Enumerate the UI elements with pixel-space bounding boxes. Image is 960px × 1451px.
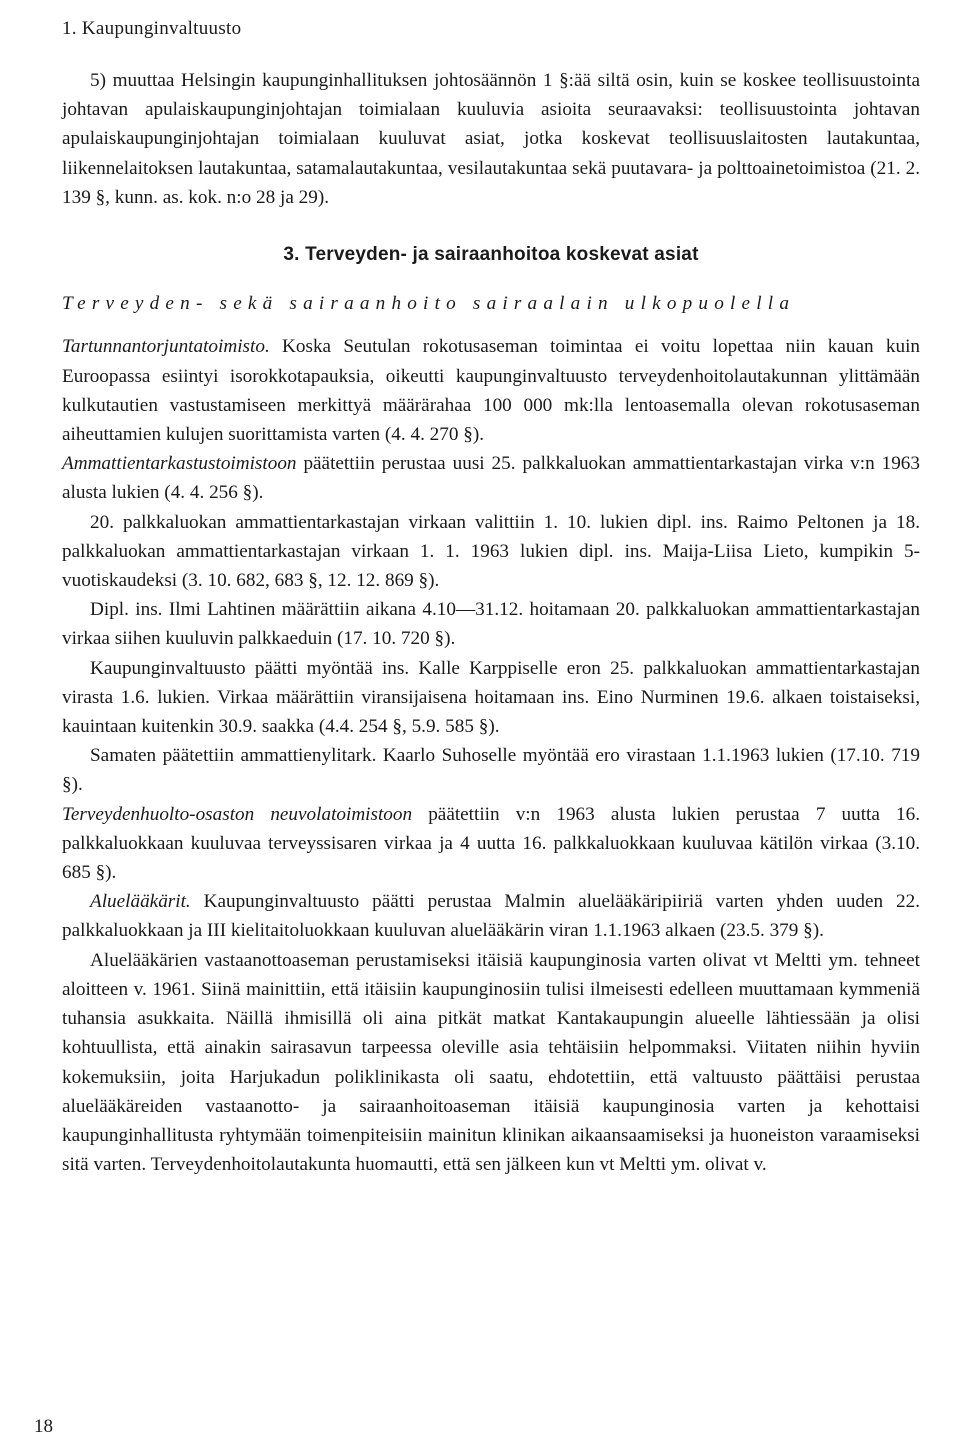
paragraph-8	[62, 887, 920, 945]
paragraph-text: päätettiin perustaa uusi 25. palkkaluokan ammattientarkastajan virka v:n 1963 alusta lukien (4. 4. 256 §).	[62, 453, 920, 504]
paragraph-lead: Terveydenhuolto-osaston neuvolatoimistoon	[62, 803, 413, 825]
paragraph-7	[62, 800, 920, 888]
paragraph-text: Dipl. ins. Ilmi Lahtinen määrättiin aikana 4.10—31.12. hoitamaan 20. palkkaluokan ammattientarkastajan virkaa siihen kuuluvin palkkaeduin (17. 10. 720 §).	[62, 599, 920, 650]
paragraph-text: päätettiin v:n 1963 alusta lukien perustaa 7 uutta 16. palkkaluokkaan kuuluvaa terveyssisaren virkaa ja 4 uutta 16. palkkaluokkaan kuuluvaa kätilön virkaa (3.10. 685 §).	[62, 803, 920, 884]
paragraph-1	[62, 332, 920, 449]
paragraph-2	[62, 449, 920, 507]
paragraph-text: Koska Seutulan rokotusaseman toimintaa ei voitu lopettaa niin kauan kuin Euroopassa esiintyi isorokkotapauksia, oikeutti kaupunginvaltuusto terveydenhoitolautakunnan ylittämään kulkutautien vastustamiseen merkittyä määrärahaa 100 000 mk:lla lentoasemalla olevan rokotusaseman aiheuttamien kulujen suorittamista varten (4. 4. 270 §).	[62, 336, 920, 446]
paragraph-lead: Aluelääkärit.	[90, 891, 191, 913]
paragraph-text: Samaten päätettiin ammattienylitark. Kaarlo Suhoselle myöntää ero virastaan 1.1.1963 lukien (17.10. 719 §).	[62, 745, 920, 796]
text-block	[62, 66, 920, 1179]
paragraph-lead: Tartunnantorjuntatoimisto.	[62, 336, 270, 358]
paragraph-text: Kaupunginvaltuusto päätti perustaa Malmin aluelääkäripiiriä varten yhden uuden 22. palkkaluokkaan ja III kielitaitoluokkaan kuuluvan aluelääkärin viran 1.1.1963 alkaen (23.5. 379 §).	[62, 891, 920, 942]
paragraph-text: Aluelääkärien vastaanottoaseman perustamiseksi itäisiä kaupunginosia varten olivat vt Meltti ym. tehneet aloitteen v. 1961. Siinä mainittiin, että itäisiin kaupunginosiin tulisi ilmeisesti edelleen muuttamaan kymmeniä tuhansia asukkaita. Näillä ihmisillä oli aina pitkät matkat Kantakaupungin alueelle lähtiessään ja olisi kohtuullista, että ainakin sairasavun tarpeessa oleville asia tehtäisiin helpommaksi. Viitaten niihin hyviin kokemuksiin, joita Harjukadun poliklinikasta oli saatu, ehdotettiin, että valtuusto päättäisi perustaa aluelääkäreiden vastaanotto- ja sairaanhoitoaseman itäisiä kaupunginosia varten ja kehottaisi kaupunginhallitusta ryhtymään toimenpiteisiin mainitun klinikan aikaansaamiseksi ja huoneiston varaamiseksi sitä varten. Terveydenhoitolautakunta huomautti, että sen jälkeen kun vt Meltti ym. olivat v.	[62, 949, 920, 1176]
section-title: 3. Terveyden- ja sairaanhoitoa koskevat asiat	[283, 244, 699, 266]
item-5-paragraph: 5) muuttaa Helsingin kaupunginhallituksen johtosäännön 1 §:ää siltä osin, kuin se koskee teollisuustointa johtavan apulaiskaupunginjohtajan toimialaan kuuluvia asioita seuraavaksi: teollisuustointa johtavan apulaiskaupunginjohtajan toimialaan kuuluvat asiat, jotka koskevat teollisuuslaitosten lautakuntaa, liikennelaitoksen lautakuntaa, satamalautakuntaa, vesilautakuntaa sekä puutavara- ja polttoainetoimistoa (21. 2. 139 §, kunn. as. kok. n:o 28 ja 29).	[62, 70, 920, 208]
paragraph-5	[62, 654, 920, 742]
running-head: 1. Kaupunginvaltuusto	[62, 18, 242, 39]
paragraph-lead: Ammattientarkastustoimistoon	[62, 453, 297, 475]
paragraph-3	[62, 508, 920, 596]
paragraph-text: Kaupunginvaltuusto päätti myöntää ins. Kalle Karppiselle eron 25. palkkaluokan ammattientarkastajan virasta 1.6. lukien. Virkaa määrättiin viransijaisena hoitamaan ins. Eino Nurminen 19.6. alkaen toistaiseksi, kauintaan kuitenkin 30.9. saakka (4.4. 254 §, 5.9. 585 §).	[62, 657, 920, 738]
subsection-title: Terveyden- sekä sairaanhoito sairaalain ulkopuolella	[62, 293, 796, 315]
paragraph-6	[62, 741, 920, 799]
page-number: 18	[34, 1416, 53, 1437]
paragraph-4	[62, 595, 920, 653]
paragraph-text: 20. palkkaluokan ammattientarkastajan virkaan valittiin 1. 10. lukien dipl. ins. Raimo Peltonen ja 18. palkkaluokan ammattientarkastajan virkaan 1. 1. 1963 lukien dipl. ins. Maija-Liisa Lieto, kumpikin 5-vuotiskaudeksi (3. 10. 682, 683 §, 12. 12. 869 §).	[62, 511, 920, 592]
paragraph-9	[62, 946, 920, 1180]
